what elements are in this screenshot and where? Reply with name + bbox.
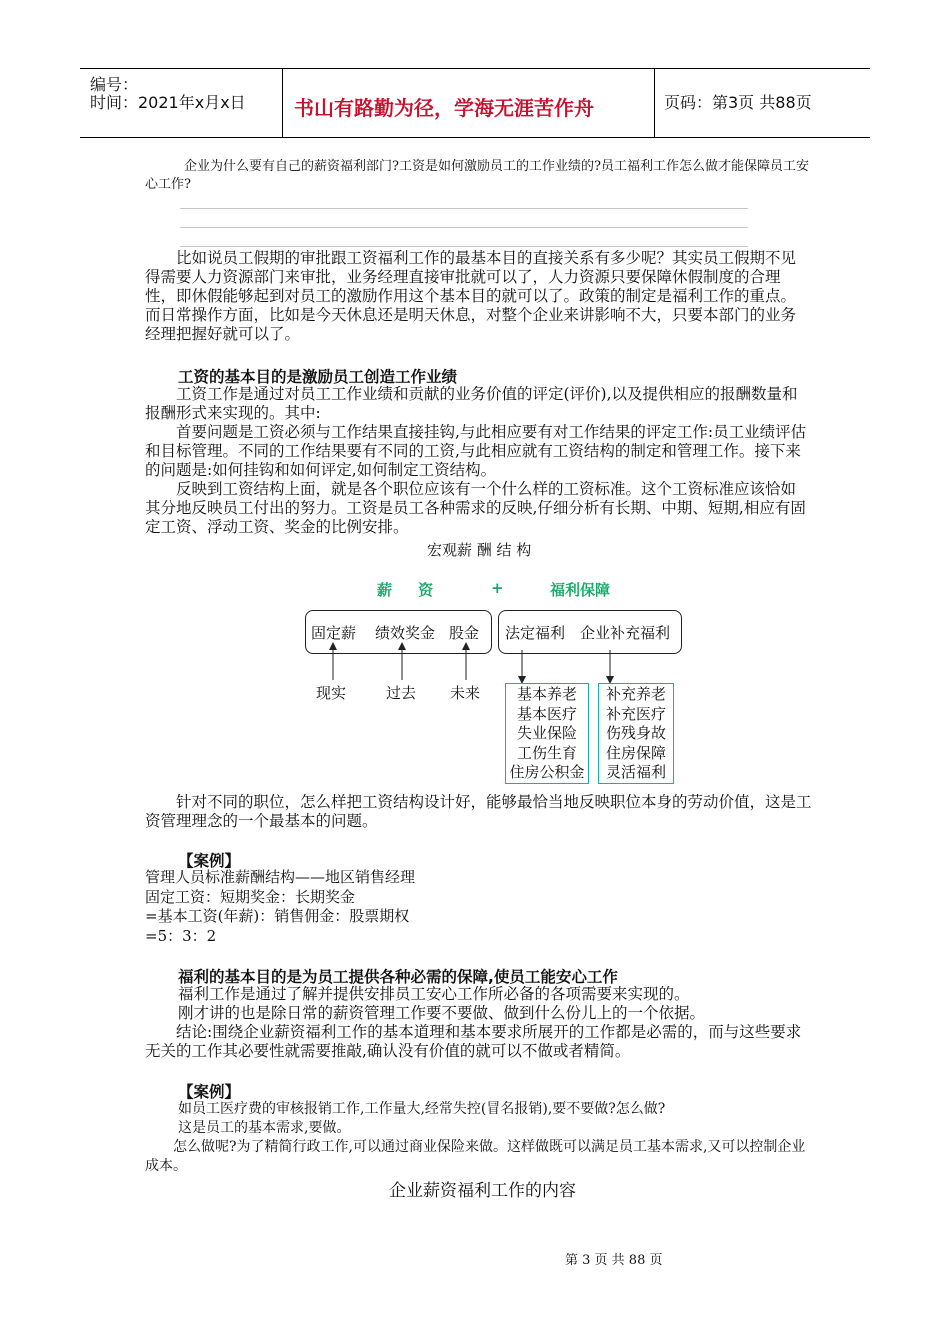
paragraph: 反映到工资结构上面，就是各个职位应该有一个什么样的工资标准。这个工资标准应该恰如其分地反映员工付出的努力。工资是员工各种需求的反映,仔细分析有长期、中期、短期,相应有固定工资、浮动工资、奖金的比例安排。 [145,480,806,536]
case-line: =5：3：2 [145,926,217,945]
header-divider [282,69,283,137]
list-item: 失业保险 [516,724,577,742]
list-item: 基本养老 [516,685,577,703]
paragraph: 针对不同的职位，怎么样把工资结构设计好，能够最恰当地反映职位本身的劳动价值，这是工资管理理念的一个最基本的问题。 [145,793,812,830]
case-line: 怎么做呢?为了精简行政工作,可以通过商业保险来做。这样做既可以满足员工基本需求,又可以控制企业成本。 [145,1139,806,1174]
statutory-welfare-label: 法定福利 [505,624,566,642]
page-header [80,68,870,138]
case-line: 固定工资：短期奖金：长期奖金 [145,887,356,906]
intro-question: 企业为什么要有自己的薪资福利部门?工资是如何激励员工的工作业绩的?员工福利工作怎么做才能保障员工安心工作? [145,159,809,192]
section-heading: 福利的基本目的是为员工提供各种必需的保障,使员工能安心工作 [178,968,618,986]
list-item: 补充养老 [605,685,666,703]
time-label-future: 未来 [450,684,481,702]
paragraph: 福利工作是通过了解并提供安排员工安心工作所必备的各项需要来实现的。 [178,985,690,1003]
header-motto: 书山有路勤为径，学海无涯苦作舟 [294,96,594,120]
rule-line [180,208,748,209]
paragraph: 结论:围绕企业薪资福利工作的基本道理和基本要求所展开的工作都是必需的，而与这些要求无关的工作其必要性就需要推敲,确认没有价值的就可以不做或者精简。 [145,1023,802,1060]
paragraph: 比如说员工假期的审批跟工资福利工作的最基本目的直接关系有多少呢？其实员工假期不见得需要人力资源部门来审批，业务经理直接审批就可以了，人力资源只要保障休假制度的合理性，即休假能够起到对员工的激励作用这个基本目的就可以了。政策的制定是福利工作的重点。而日常操作方面，比如是今天休息还是明天休息，对整个企业来讲影响不大，只要本部门的业务经理把握好就可以了。 [145,249,797,343]
diagram-title: 宏观薪 酬 结 构 [427,541,532,559]
section-title: 企业薪资福利工作的内容 [389,1181,576,1201]
paragraph: 刚才讲的也是除日常的薪资管理工作要不要做、做到什么份儿上的一个依据。 [178,1004,706,1022]
list-item: 工伤生育 [516,743,577,762]
time-label-past: 过去 [386,684,417,702]
page-footer: 第 3 页 共 88 页 [565,1253,663,1268]
section-heading: 工资的基本目的是激励员工创造工作业绩 [178,368,458,386]
list-item: 伤残身故 [605,724,666,742]
rule-line [180,227,748,228]
case-label: 【案例】 [178,852,241,870]
case-line: =基本工资(年薪)：销售佣金：股票期权 [145,907,410,925]
case-line: 管理人员标准薪酬结构——地区销售经理 [145,868,416,886]
supplementary-welfare-list [598,683,674,784]
header-divider [654,69,655,137]
case-line: 这是员工的基本需求,要做。 [178,1120,351,1136]
time-label-present: 现实 [316,684,347,702]
case-label: 【案例】 [178,1083,241,1101]
fixed-salary-label: 固定薪 [311,624,357,642]
rule-line [180,246,748,247]
list-item: 住房保障 [605,743,666,762]
paragraph: 工资工作是通过对员工工作业绩和贡献的业务价值的评定(评价),以及提供相应的报酬数量和报酬形式来实现的。其中: [145,385,798,422]
list-item: 基本医疗 [516,704,577,723]
welfare-label: 福利保障 [550,581,611,599]
supplementary-welfare-label: 企业补充福利 [580,624,671,642]
doc-time-label: 时间：2021年x月x日 [90,93,246,112]
case-line: 如员工医疗费的审核报销工作,工作量大,经常失控(冒名报销),要不要做?怎么做? [178,1101,666,1117]
list-item: 灵活福利 [605,763,666,781]
page-indicator: 页码：第3页 共88页 [664,93,812,112]
paragraph: 首要问题是工资必须与工作结果直接挂钩,与此相应要有对工作结果的评定工作:员工业绩评估和目标管理。不同的工作结果要有不同的工资,与此相应就有工资结构的制定和管理工作。接下来的问题是:如何挂钩和如何评定,如何制定工资结构。 [145,423,807,479]
equity-label: 股金 [449,624,480,642]
performance-bonus-label: 绩效奖金 [375,624,436,642]
plus-sign: + [491,579,504,597]
list-item: 补充医疗 [605,704,666,723]
statutory-welfare-list [505,683,589,784]
case-content [145,868,415,946]
list-item: 住房公积金 [509,763,585,781]
doc-number-label: 编号： [90,75,139,94]
salary-label: 薪 资 [377,581,434,599]
